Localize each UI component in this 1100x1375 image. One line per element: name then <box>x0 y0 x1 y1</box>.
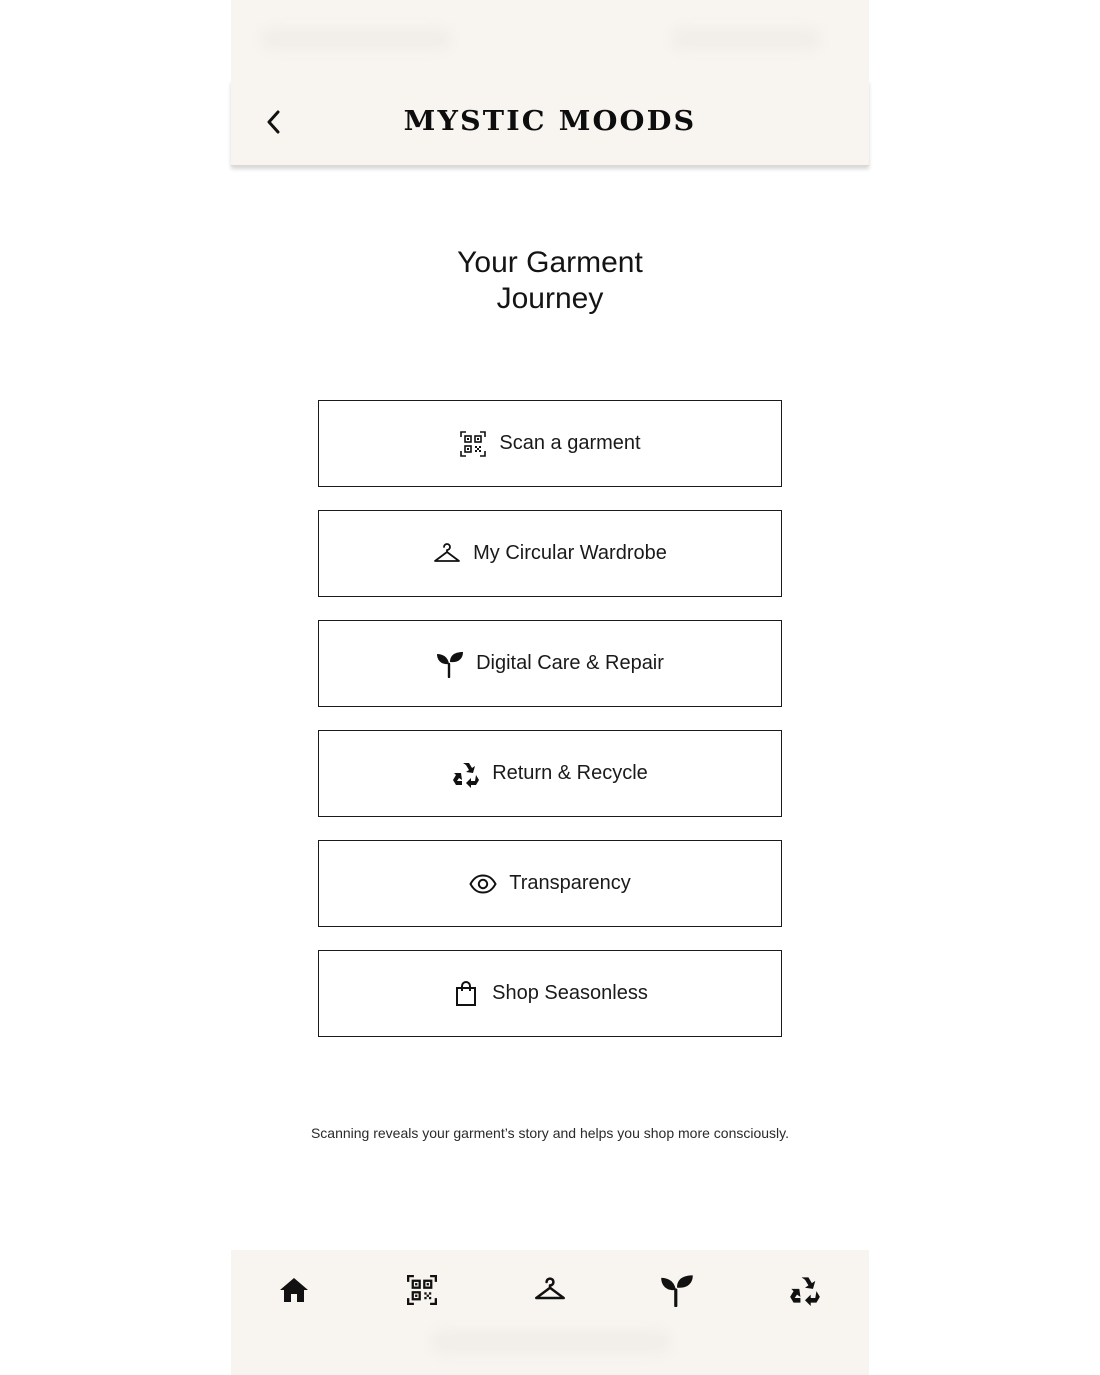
shop-seasonless-button[interactable] <box>318 950 782 1037</box>
care-repair-button[interactable] <box>318 620 782 707</box>
page-title-line-2: Journey <box>496 282 604 315</box>
page-title-line-1: Your Garment <box>457 246 643 279</box>
app-header <box>231 80 869 166</box>
footnote: Scanning reveals your garment’s story and helps you shop more consciously. <box>310 1125 790 1141</box>
phone-screen <box>231 0 869 1375</box>
brand-logo: MYSTIC MOODS <box>403 106 697 137</box>
qr-code-icon <box>459 430 487 458</box>
sprout-icon <box>436 650 464 678</box>
transparency-label: Transparency <box>509 872 631 894</box>
status-bar-left-blurred <box>261 28 451 50</box>
scan-garment-button[interactable] <box>318 400 782 487</box>
bottom-nav <box>231 1250 869 1375</box>
sprout-icon <box>660 1273 694 1307</box>
nav-scan[interactable] <box>400 1268 444 1312</box>
shopping-bag-icon <box>452 980 480 1008</box>
status-bar <box>231 0 869 80</box>
nav-wardrobe[interactable] <box>528 1268 572 1312</box>
nav-home[interactable] <box>272 1268 316 1312</box>
shop-seasonless-label: Shop Seasonless <box>492 982 648 1004</box>
return-recycle-button[interactable] <box>318 730 782 817</box>
recycle-icon <box>789 1274 821 1306</box>
home-indicator <box>431 1330 671 1354</box>
page-title <box>231 245 869 317</box>
transparency-button[interactable] <box>318 840 782 927</box>
journey-menu <box>318 400 782 1060</box>
eye-icon <box>469 870 497 898</box>
circular-wardrobe-label: My Circular Wardrobe <box>473 542 667 564</box>
home-icon <box>279 1276 309 1304</box>
care-repair-label: Digital Care & Repair <box>476 652 664 674</box>
return-recycle-label: Return & Recycle <box>492 762 648 784</box>
hanger-icon <box>534 1276 566 1304</box>
nav-recycle[interactable] <box>783 1268 827 1312</box>
hanger-icon <box>433 540 461 568</box>
bottom-nav-items <box>231 1268 869 1312</box>
qr-code-icon <box>407 1275 437 1305</box>
circular-wardrobe-button[interactable] <box>318 510 782 597</box>
scan-garment-label: Scan a garment <box>499 432 641 454</box>
recycle-icon <box>452 760 480 788</box>
status-bar-right-blurred <box>671 28 821 50</box>
nav-care[interactable] <box>655 1268 699 1312</box>
